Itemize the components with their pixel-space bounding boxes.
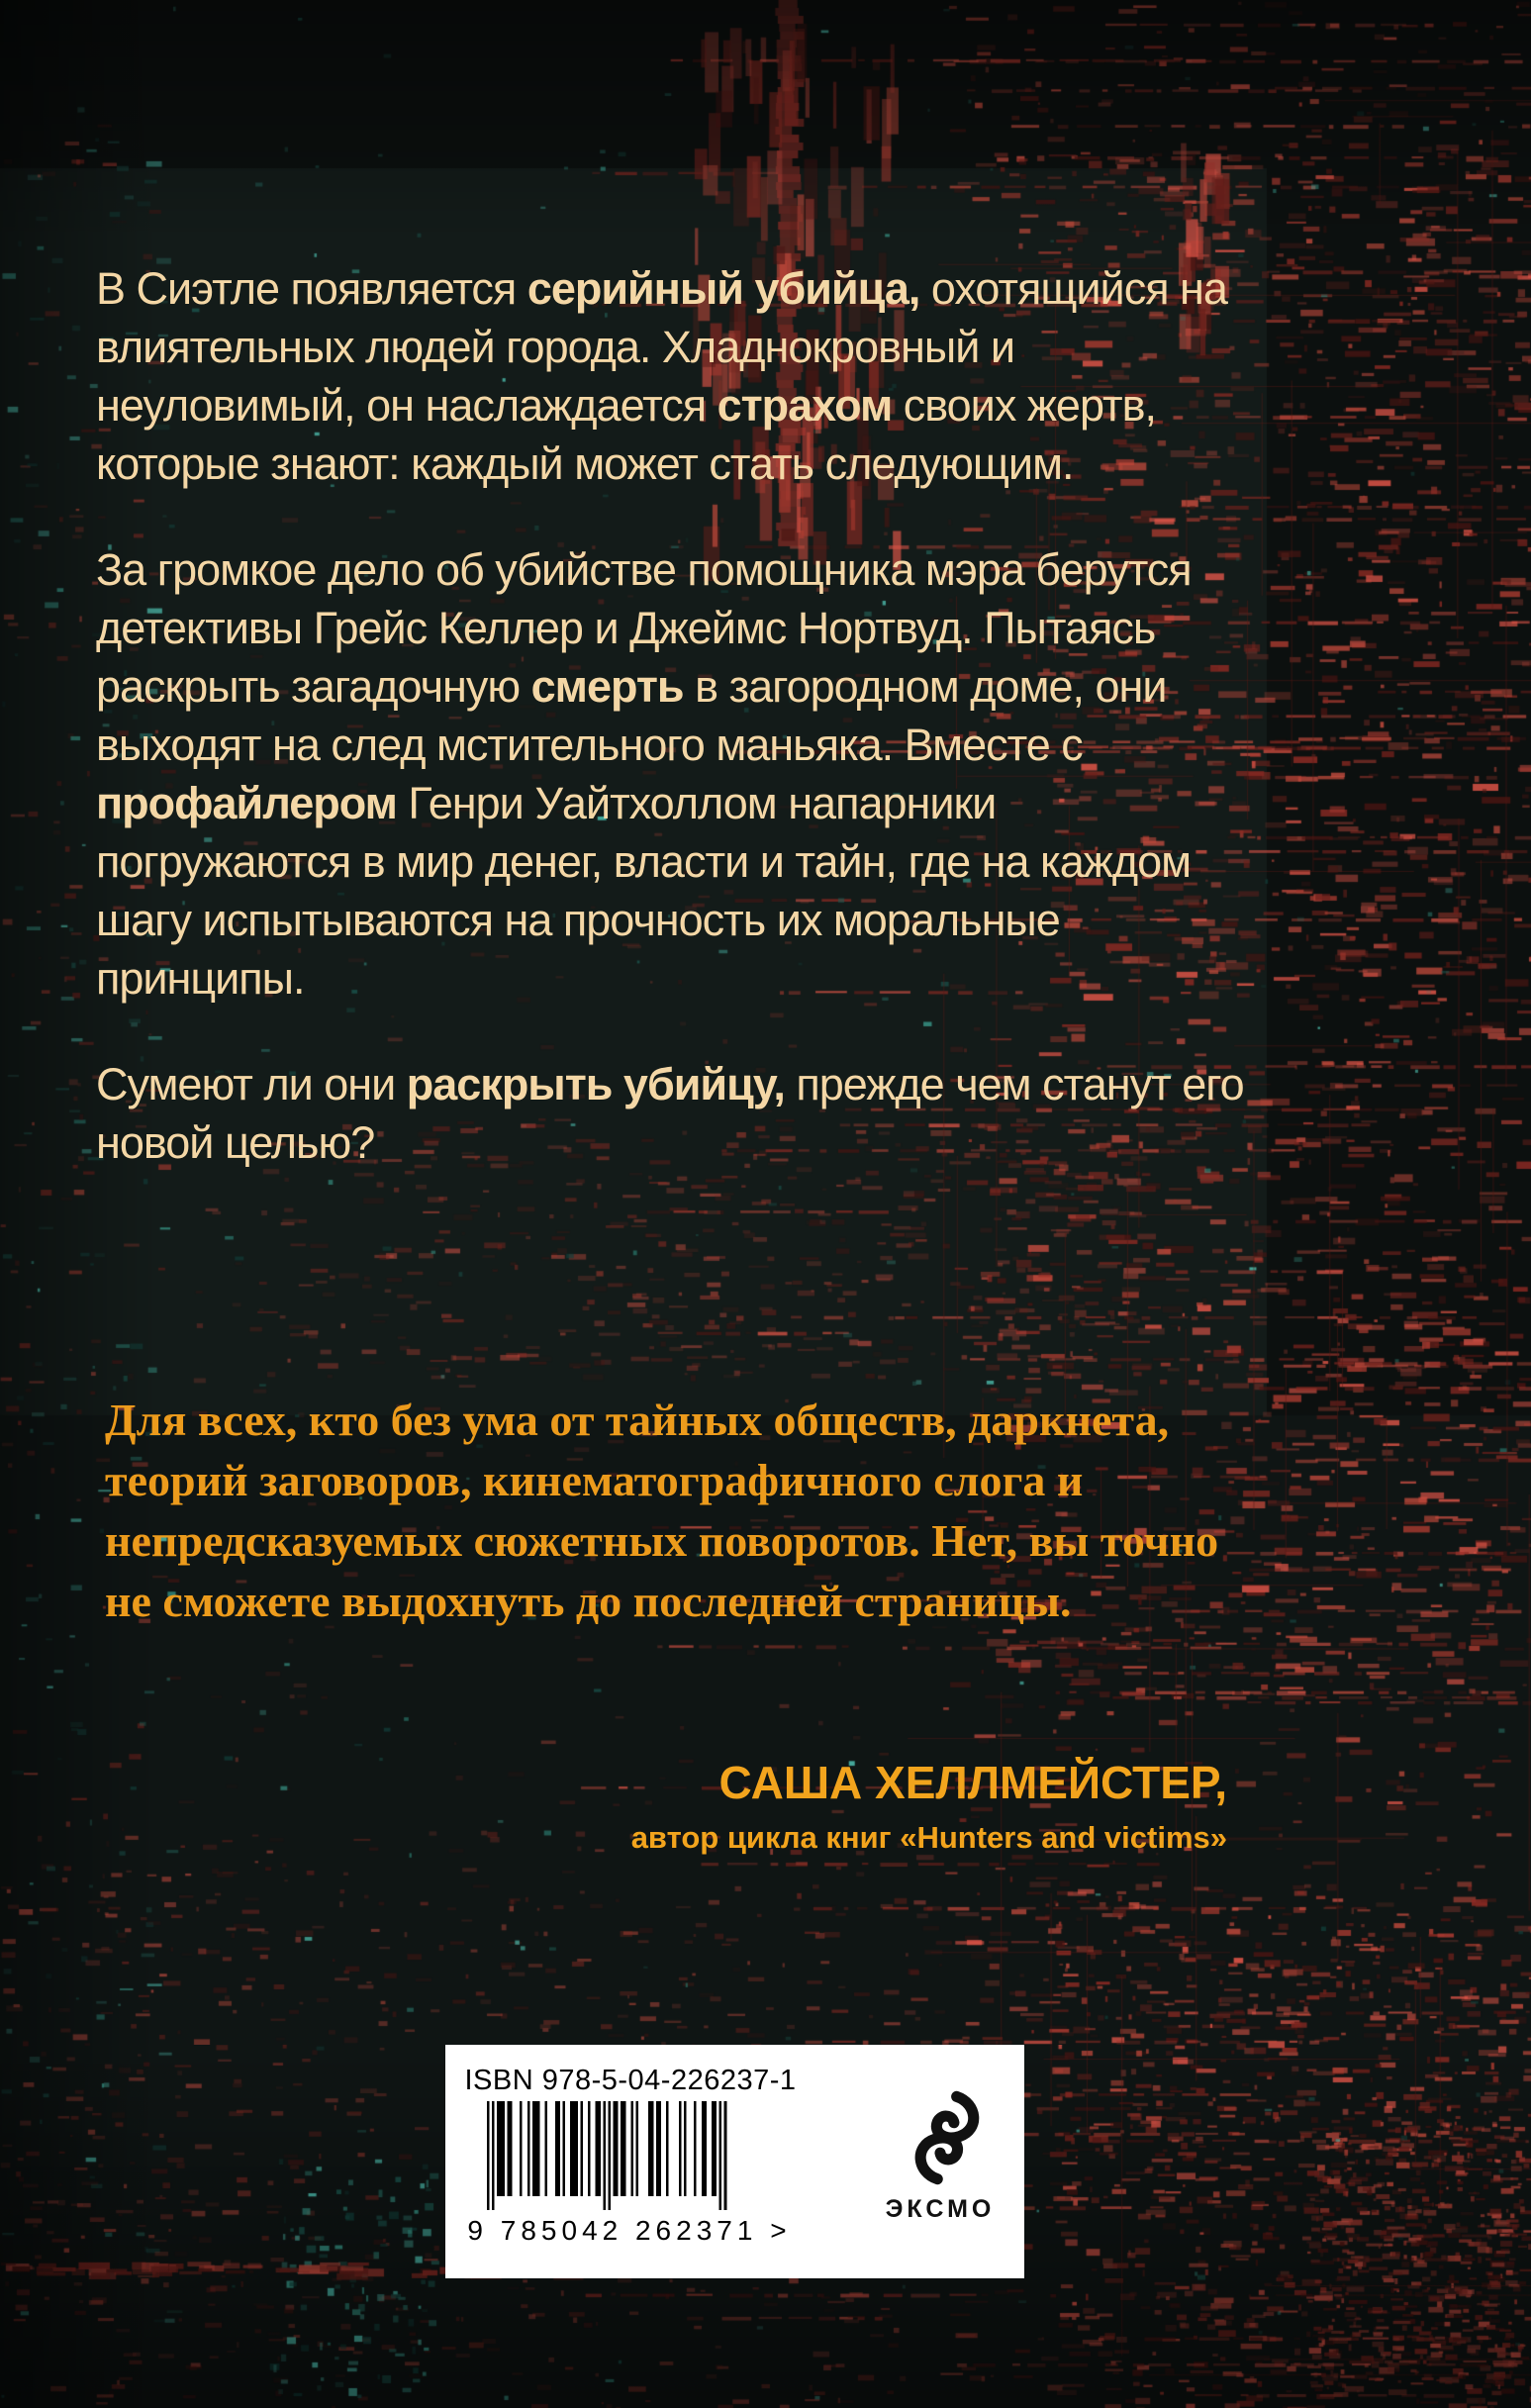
- isbn-barcode-box: [445, 2045, 1024, 2278]
- publisher-name: ЭКСМО: [885, 2195, 996, 2223]
- synopsis-paragraph-2: За громкое дело об убийстве помощника мэра берутся детективы Грейс Келлер и Джеймс Нортвуд. Пытаясь раскрыть загадочную смерть в загородном доме, они выходят на след мстительного маньяка. Вместе с профайлером Генри Уайтхоллом напарники погружаются в мир денег, власти и тайн, где на каждом шагу испытываются на прочность их моральные принципы.: [96, 544, 1192, 1004]
- review-quote: Для всех, кто без ума от тайных обществ, даркнета, теорий заговоров, кинематографичного слога и непредсказуемых сюжетных поворотов. Нет, вы точно не сможете выдохнуть до последней страницы.: [105, 1395, 1219, 1626]
- review-attribution: [336, 1758, 1227, 1855]
- review-author-note: автор цикла книг «Hunters and victims»: [630, 1820, 1227, 1855]
- publisher-logo: [861, 2088, 1019, 2224]
- eksmo-swirl-icon: [898, 2088, 983, 2187]
- isbn-label: ISBN 978-5-04-226237-1: [464, 2065, 797, 2096]
- ean13-barcode: [487, 2101, 774, 2216]
- review-author-name: САША ХЕЛЛМЕЙСТЕР,: [718, 1757, 1227, 1808]
- synopsis-paragraph-1: В Сиэтле появляется серийный убийца, охотящийся на влиятельных людей города. Хладнокровный и неуловимый, он наслаждается страхом своих жертв, которые знают: каждый может стать следующим.: [96, 263, 1227, 489]
- synopsis-paragraph-3: Сумеют ли они раскрыть убийцу, прежде чем станут его новой целью?: [96, 1059, 1244, 1168]
- barcode-digits: 9 785042 262371 >: [467, 2215, 792, 2246]
- synopsis-block: [96, 259, 1252, 1219]
